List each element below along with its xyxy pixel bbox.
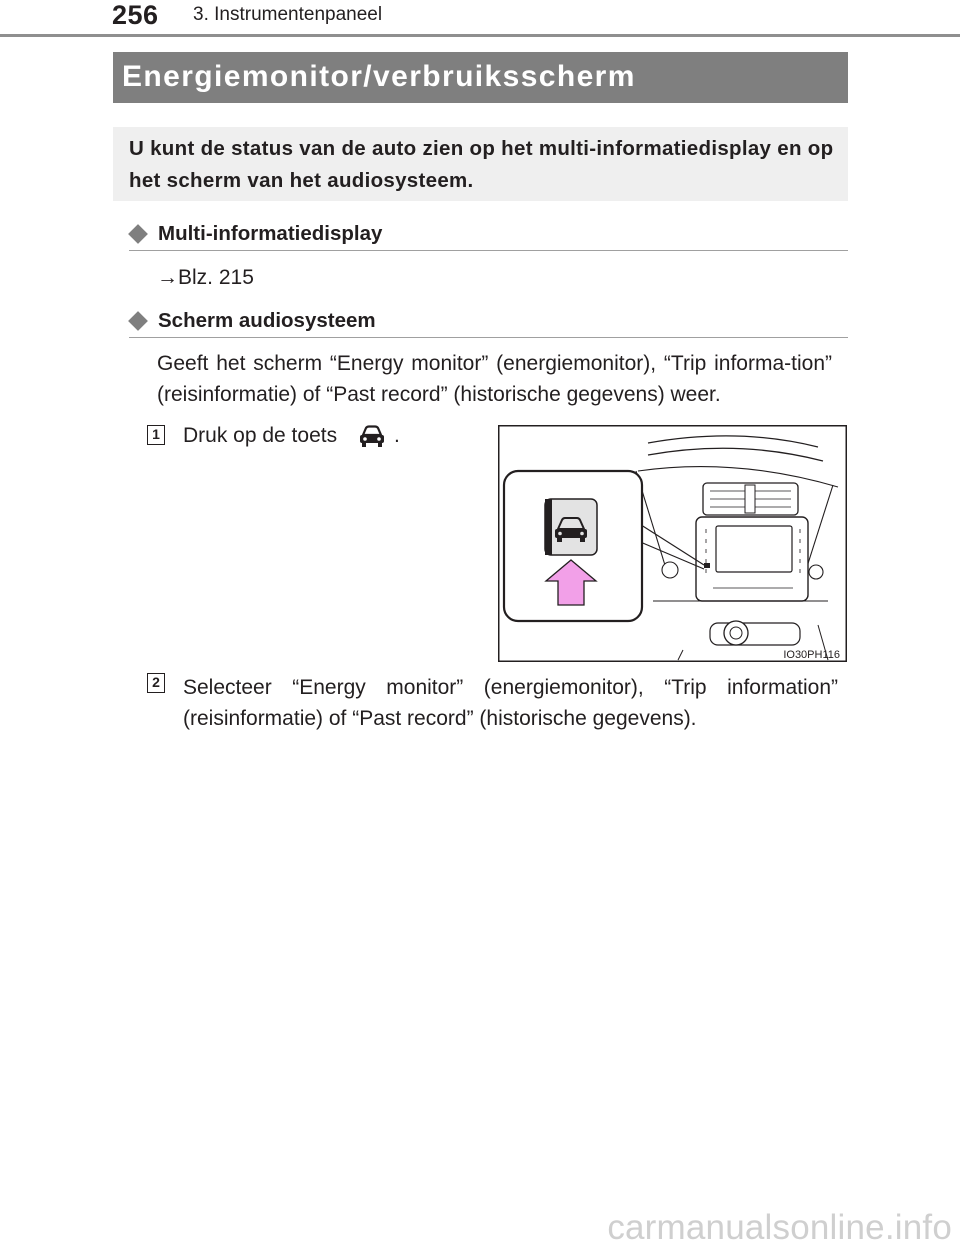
subheading-label: Multi-informatiedisplay bbox=[158, 222, 383, 245]
page-reference-link[interactable]: →Blz. 215 bbox=[157, 266, 254, 289]
step-2-text: Selecteer “Energy monitor” (energiemonitor), “Trip information” (reisinformatie) of “Past record” (historische gegevens). bbox=[183, 676, 838, 730]
intro-box: U kunt de status van de auto zien op het multi-informatiedisplay en op het scherm van het audiosysteem. bbox=[113, 127, 848, 201]
illustration-code: IO30PH116 bbox=[783, 649, 840, 661]
diamond-bullet-icon bbox=[128, 311, 148, 331]
step-1-suffix: . bbox=[394, 424, 400, 447]
subheading-label: Scherm audiosysteem bbox=[158, 309, 376, 332]
diamond-bullet-icon bbox=[128, 224, 148, 244]
step-1-label: Druk op de toets bbox=[183, 424, 338, 447]
dashboard-illustration bbox=[498, 425, 847, 662]
step-number-badge: 1 bbox=[147, 425, 165, 445]
step-number-badge: 2 bbox=[147, 673, 165, 693]
subheading-multi-informatiedisplay bbox=[129, 224, 848, 251]
car-button-icon bbox=[357, 424, 387, 450]
subheading-scherm-audiosysteem bbox=[129, 311, 848, 338]
step-1-text bbox=[183, 424, 337, 448]
page-number: 256 bbox=[112, 0, 159, 30]
body-paragraph: Geeft het scherm “Energy monitor” (energiemonitor), “Trip informa-tion” (reisinformatie) of “Past record” (historische gegevens) weer. bbox=[157, 352, 832, 406]
section-title-bar bbox=[113, 52, 848, 103]
header-divider bbox=[0, 34, 960, 37]
watermark: carmanualsonline.info bbox=[607, 1208, 952, 1247]
section-title: Energiemonitor/verbruiksscherm bbox=[122, 60, 636, 93]
chapter-title: 3. Instrumentenpaneel bbox=[193, 4, 383, 25]
